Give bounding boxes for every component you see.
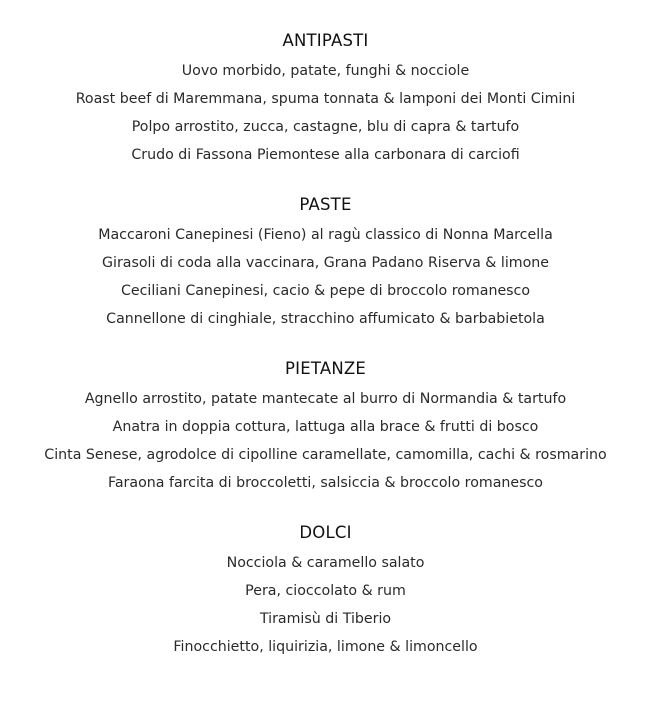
dish-item: Nocciola & caramello salato xyxy=(226,555,425,571)
dish-list xyxy=(0,57,651,169)
dish-item: Anatra in doppia cottura, lattuga alla brace & frutti di bosco xyxy=(112,419,539,435)
dish-list xyxy=(0,385,651,497)
dish-item: Faraona farcita di broccoletti, salsiccia & broccolo romanesco xyxy=(108,475,543,491)
dish-item: Agnello arrostito, patate mantecate al burro di Normandia & tartufo xyxy=(84,391,567,407)
dish-item: Uovo morbido, patate, funghi & nocciole xyxy=(181,63,470,79)
section-title: PASTE xyxy=(299,195,352,214)
section-title: DOLCI xyxy=(299,523,352,542)
dish-item: Roast beef di Maremmana, spuma tonnata & lamponi dei Monti Cimini xyxy=(75,91,576,107)
section-paste xyxy=(0,193,651,333)
dish-item: Polpo arrostito, zucca, castagne, blu di capra & tartufo xyxy=(131,119,520,135)
section-title: ANTIPASTI xyxy=(282,31,369,50)
dish-item: Tiramisù di Tiberio xyxy=(259,611,392,627)
dish-item: Maccaroni Canepinesi (Fieno) al ragù classico di Nonna Marcella xyxy=(98,227,553,243)
dish-item: Pera, cioccolato & rum xyxy=(245,583,406,599)
dish-item: Crudo di Fassona Piemontese alla carbonara di carciofi xyxy=(131,147,520,163)
section-title: PIETANZE xyxy=(285,359,366,378)
section-antipasti xyxy=(0,29,651,169)
dish-item: Cannellone di cinghiale, stracchino affumicato & barbabietola xyxy=(106,311,545,327)
dish-list xyxy=(0,221,651,333)
section-pietanze xyxy=(0,357,651,497)
dish-item: Finocchietto, liquirizia, limone & limoncello xyxy=(173,639,478,655)
dish-list xyxy=(0,549,651,661)
dish-item: Cinta Senese, agrodolce di cipolline caramellate, camomilla, cachi & rosmarino xyxy=(44,447,607,463)
dish-item: Girasoli di coda alla vaccinara, Grana Padano Riserva & limone xyxy=(102,255,549,271)
section-dolci xyxy=(0,521,651,661)
dish-item: Ceciliani Canepinesi, cacio & pepe di broccolo romanesco xyxy=(120,283,531,299)
